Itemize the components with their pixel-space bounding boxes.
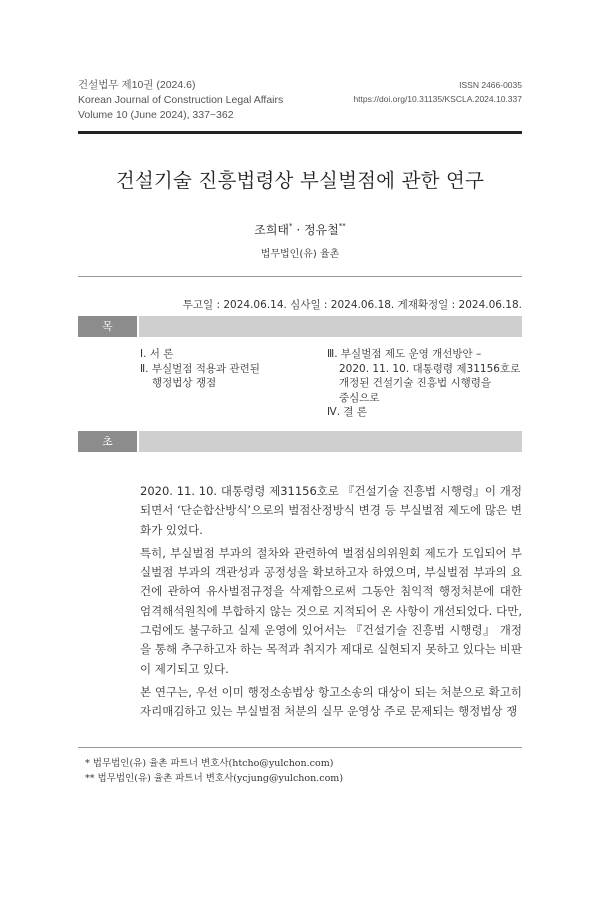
toc-item: Ⅳ. 결 론: [327, 406, 367, 418]
toc-item: Ⅲ. 부실벌점 제도 운영 개선방안 –: [327, 348, 482, 360]
affiliation-rule: [78, 276, 522, 277]
doi-link[interactable]: https://doi.org/10.31135/KSCLA.2024.10.337: [353, 94, 522, 104]
header-rule: [78, 131, 522, 134]
journal-info: [78, 78, 283, 123]
toc-heading: 목 차: [78, 316, 137, 337]
author-2-footnote-mark: **: [338, 222, 346, 230]
abstract-paragraph: 본 연구는, 우선 이미 행정소송법상 항고소송의 대상이 되는 처분으로 확고히 자리매김하고 있는 부실벌점 처분의 실무 운영상 주로 문제되는 행정법상 쟁: [140, 684, 522, 719]
abstract-body: [140, 482, 522, 726]
abstract-paragraph: 특히, 부실벌점 부과의 절차와 관련하여 벌점심의위원회 제도가 도입되어 부실벌점 부과의 객관성과 공정성을 확보하고자 하였으며, 부실벌점 부과의 요건에 관하여 유사벌점규정을 삭제함으로써 그동안 침익적 행정처분에 대한 엄격해석원칙에 부합하지 않는 것으로 지적되어 온 사항이 개선되었다. 다만, 그럼에도 불구하고 실제 운영에 있어서는 『건설기술 진흥법 시행령』 개정을 통해 추구하고자 하는 목적과 취지가 제대로 실현되지 못하고 있다는 비판이 제기되고 있다.: [140, 545, 522, 676]
identifiers: [353, 78, 522, 106]
issn: ISSN 2466-0035: [459, 80, 522, 90]
toc-item-continued: 행정법상 쟁점: [152, 377, 217, 389]
journal-name-en: Korean Journal of Construction Legal Affairs: [78, 94, 284, 106]
footnotes: [85, 756, 343, 786]
author-1-footnote-mark: *: [289, 222, 293, 230]
affiliation: 법무법인(유) 율촌: [260, 249, 340, 260]
author-1: 조희태: [254, 223, 290, 237]
toc-item: Ⅰ. 서 론: [140, 348, 174, 360]
toc-right-column: [327, 347, 520, 420]
toc-item-continued: 중심으로: [339, 391, 380, 404]
toc-left-column: [140, 347, 260, 391]
footnote: ** 법무법인(유) 율촌 파트너 변호사(ycjung@yulchon.com): [85, 773, 344, 784]
author-separator: ·: [292, 223, 304, 237]
footnote: * 법무법인(유) 율촌 파트너 변호사(htcho@yulchon.com): [85, 758, 334, 769]
toc-item-continued: 개정된 건설기술 진흥법 시행령을: [339, 377, 492, 389]
toc-item-continued: 2020. 11. 10. 대통령령 제31156호로: [339, 362, 521, 375]
abstract-heading-bar: [78, 431, 522, 469]
toc-item: Ⅱ. 부실벌점 적용과 관련된: [140, 362, 260, 375]
toc-heading-fill: [139, 316, 522, 337]
author-2: 정유철: [303, 223, 339, 237]
journal-issue: 건설법무 제10권 (2024.6): [78, 79, 196, 91]
paper-title: 건설기술 진흥법령상 부실벌점에 관한 연구: [115, 169, 485, 192]
footnote-rule: [78, 747, 522, 748]
journal-volume: Volume 10 (June 2024), 337~362: [78, 109, 234, 121]
abstract-heading-fill: [139, 431, 522, 452]
submission-dates: 투고일 : 2024.06.14. 심사일 : 2024.06.18. 게재확정일 : 2024.06.18.: [182, 299, 522, 311]
abstract-heading: 초 록: [78, 431, 137, 452]
author-line: [0, 221, 600, 238]
abstract-paragraph: 2020. 11. 10. 대통령령 제31156호로 『건설기술 진흥법 시행령』이 개정되면서 ‘단순합산방식’으로의 벌점산정방식 변경 등 부실벌점 제도에 많은 변화가 있었다.: [140, 484, 522, 537]
